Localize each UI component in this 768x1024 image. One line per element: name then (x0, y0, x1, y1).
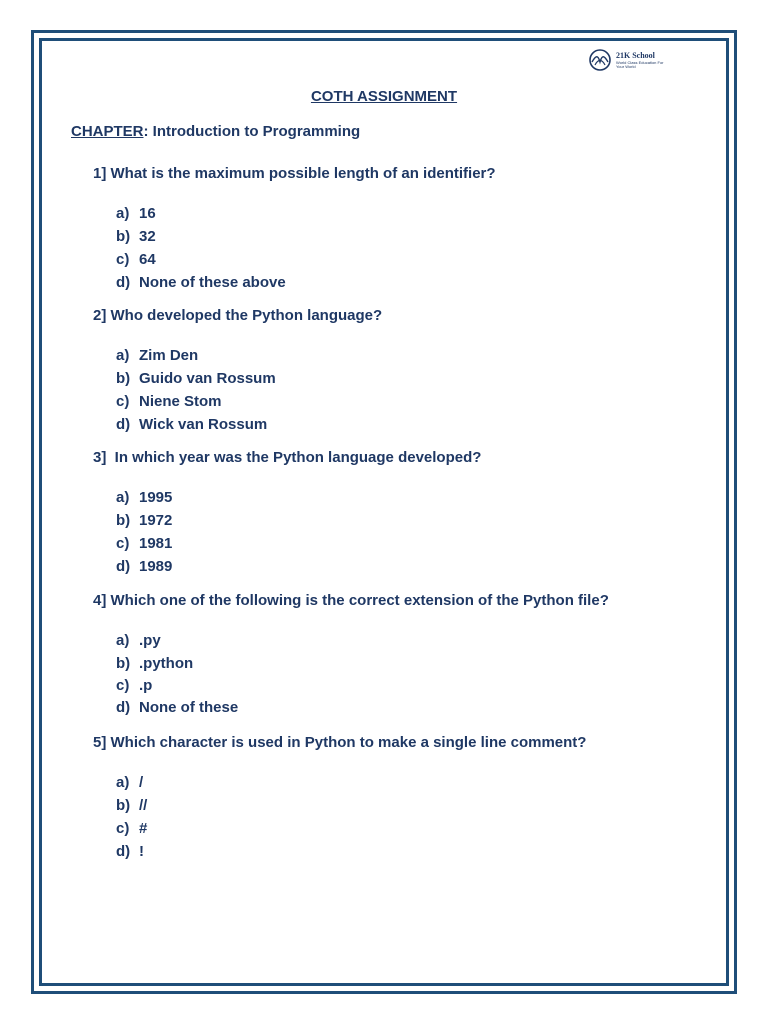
chapter-name: : Introduction to Programming (143, 123, 361, 140)
option-letter: c) (116, 393, 130, 410)
option-letter: c) (116, 820, 130, 837)
question-1-option-d (116, 274, 286, 291)
question-4-option-b (116, 655, 193, 672)
option-text: 1972 (139, 512, 173, 529)
question-5-option-d (116, 843, 144, 860)
option-text: Guido van Rossum (139, 370, 276, 387)
option-letter: c) (116, 677, 130, 694)
question-3-option-d (116, 558, 172, 575)
question-1: 1] What is the maximum possible length of an identifier? (93, 165, 496, 182)
question-1-option-b (116, 228, 156, 245)
option-text: .p (139, 677, 153, 694)
option-text: .py (139, 632, 161, 649)
option-text: 64 (139, 251, 156, 268)
option-letter: b) (116, 512, 131, 529)
option-text: Wick van Rossum (139, 416, 268, 433)
lotus-logo-icon (588, 49, 612, 71)
question-2-option-b (116, 370, 276, 387)
option-letter: a) (116, 205, 130, 222)
question-5-option-a (116, 774, 143, 791)
chapter-label: CHAPTER (71, 123, 144, 140)
option-text: None of these above (139, 274, 286, 291)
school-logo (588, 48, 670, 72)
option-letter: a) (116, 347, 130, 364)
logo-tagline: World Class Education For Your World (616, 59, 664, 69)
option-text: 1995 (139, 489, 173, 506)
question-2-option-a (116, 347, 198, 364)
question-4-option-c (116, 677, 152, 694)
question-3-option-a (116, 489, 172, 506)
question-5-option-c (116, 820, 147, 837)
option-letter: c) (116, 535, 130, 552)
question-2: 2] Who developed the Python language? (93, 307, 383, 324)
question-4: 4] Which one of the following is the correct extension of the Python file? (93, 592, 609, 609)
option-letter: a) (116, 632, 130, 649)
option-letter: d) (116, 843, 131, 860)
question-1-option-a (116, 205, 156, 222)
question-4-option-d (116, 699, 238, 716)
option-text: # (139, 820, 148, 837)
logo-brand: 21K School (616, 50, 655, 60)
option-text: None of these (139, 699, 239, 716)
option-letter: a) (116, 489, 130, 506)
option-letter: c) (116, 251, 130, 268)
option-text: 1989 (139, 558, 173, 575)
option-text: Niene Stom (139, 393, 222, 410)
option-letter: b) (116, 655, 131, 672)
option-text: Zim Den (139, 347, 199, 364)
option-letter: d) (116, 699, 131, 716)
option-letter: b) (116, 797, 131, 814)
option-text: 32 (139, 228, 156, 245)
question-3: 3] In which year was the Python language developed? (93, 449, 482, 466)
option-letter: d) (116, 416, 131, 433)
question-3-option-b (116, 512, 172, 529)
page-title: COTH ASSIGNMENT (310, 88, 458, 105)
question-2-option-c (116, 393, 222, 410)
chapter-heading (71, 123, 360, 140)
option-letter: b) (116, 228, 131, 245)
option-letter: d) (116, 274, 131, 291)
option-letter: d) (116, 558, 131, 575)
option-text: 16 (139, 205, 156, 222)
question-1-option-c (116, 251, 156, 268)
option-text: .python (139, 655, 194, 672)
question-3-option-c (116, 535, 172, 552)
question-4-option-a (116, 632, 161, 649)
option-text: 1981 (139, 535, 173, 552)
option-text: / (139, 774, 144, 791)
question-5: 5] Which character is used in Python to make a single line comment? (93, 734, 587, 751)
option-text: ! (139, 843, 144, 860)
option-text: // (139, 797, 148, 814)
question-5-option-b (116, 797, 147, 814)
question-2-option-d (116, 416, 267, 433)
option-letter: a) (116, 774, 130, 791)
option-letter: b) (116, 370, 131, 387)
